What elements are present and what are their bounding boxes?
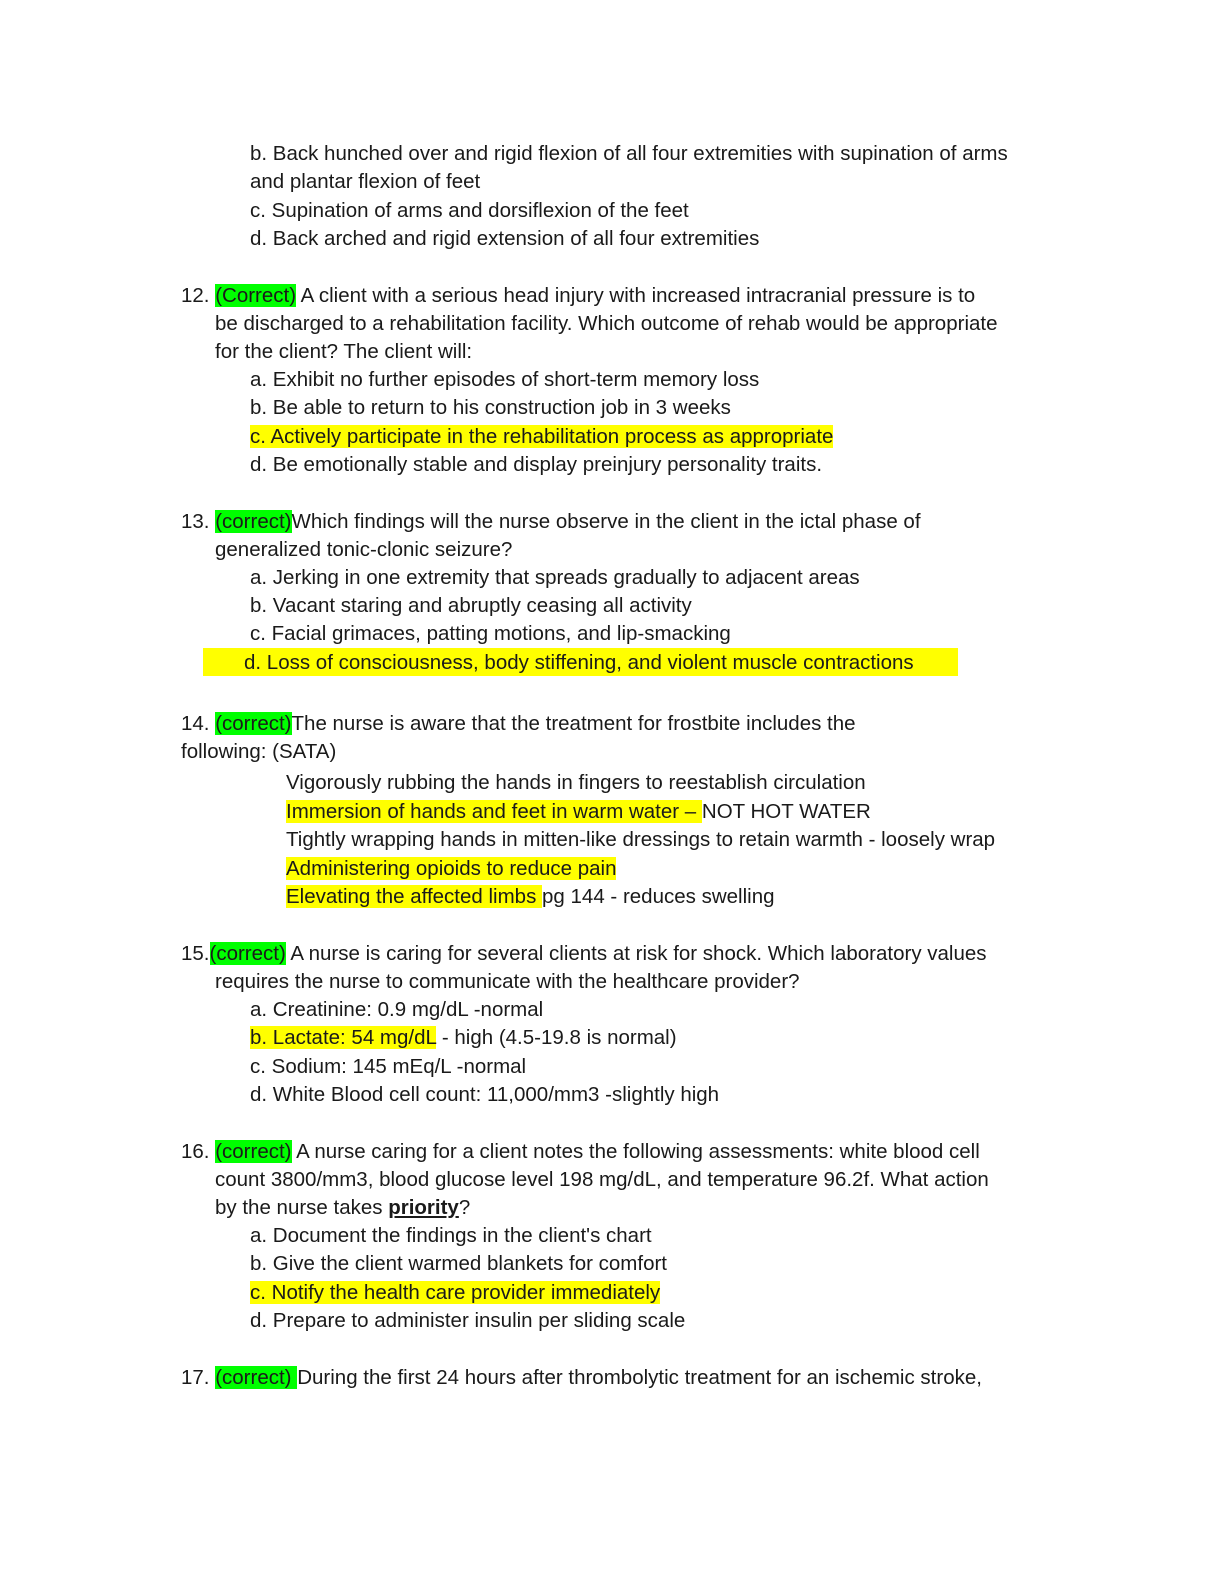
q14-stem-text: The nurse is aware that the treatment for frostbite includes the	[291, 712, 856, 735]
q15-option-c: c. Sodium: 145 mEq/L -normal	[250, 1055, 527, 1078]
q14-option-2	[286, 799, 871, 825]
q16-answer-highlight: c. Notify the health care provider immediately	[250, 1281, 661, 1304]
q14-option-4	[286, 856, 616, 882]
q15-answer-highlight: b. Lactate: 54 mg/dL	[250, 1026, 437, 1049]
q16-option-b: b. Give the client warmed blankets for comfort	[250, 1252, 668, 1275]
q15-option-b	[250, 1025, 677, 1051]
q13-stem-line2: generalized tonic-clonic seizure?	[215, 538, 513, 561]
q14-number: 14.	[181, 712, 210, 735]
q16-number: 16.	[181, 1140, 210, 1163]
q12-option-d: d. Be emotionally stable and display preinjury personality traits.	[250, 453, 823, 476]
q13-option-a: a. Jerking in one extremity that spreads gradually to adjacent areas	[250, 566, 860, 589]
q12-option-b: b. Be able to return to his construction job in 3 weeks	[250, 396, 731, 419]
q13-option-c: c. Facial grimaces, patting motions, and lip-smacking	[250, 622, 731, 645]
q16-stem-text: A nurse caring for a client notes the following assessments: white blood cell	[291, 1140, 980, 1163]
q14-option-2-note: NOT HOT WATER	[701, 800, 871, 823]
q11-option-b-line1: b. Back hunched over and rigid flexion of all four extremities with supination of arms	[250, 142, 1008, 165]
q11-option-c: c. Supination of arms and dorsiflexion of the feet	[250, 199, 689, 222]
q17-correct-tag: (correct)	[215, 1366, 298, 1389]
q15-option-b-note: - high (4.5-19.8 is normal)	[436, 1026, 677, 1049]
q16-option-c	[250, 1280, 660, 1306]
q12-stem-line1	[181, 283, 975, 309]
q13-stem-line1	[181, 509, 921, 535]
q14-option-3: Tightly wrapping hands in mitten-like dressings to retain warmth - loosely wrap	[286, 828, 996, 851]
q15-option-d: d. White Blood cell count: 11,000/mm3 -slightly high	[250, 1083, 720, 1106]
q16-stem-line3-post: ?	[458, 1196, 471, 1219]
q17-stem-line1	[181, 1365, 982, 1391]
q14-stem-line1	[181, 711, 856, 737]
q14-correct-tag: (correct)	[215, 712, 292, 735]
q16-stem-line1	[181, 1139, 980, 1165]
q16-priority-emphasis: priority	[388, 1196, 459, 1219]
q14-option-1: Vigorously rubbing the hands in fingers to reestablish circulation	[286, 771, 866, 794]
q15-stem-line1	[181, 941, 987, 967]
q13-correct-tag: (correct)	[215, 510, 292, 533]
q17-stem-text: During the first 24 hours after thrombolytic treatment for an ischemic stroke,	[297, 1366, 982, 1389]
q17-number: 17.	[181, 1366, 210, 1389]
q12-stem-text: A client with a serious head injury with increased intracranial pressure is to	[296, 284, 976, 307]
q16-stem-line3	[215, 1195, 470, 1221]
q16-stem-line2: count 3800/mm3, blood glucose level 198 mg/dL, and temperature 96.2f. What action	[215, 1168, 989, 1191]
q15-stem-line2: requires the nurse to communicate with the healthcare provider?	[215, 970, 800, 993]
q12-answer-highlight: c. Actively participate in the rehabilitation process as appropriate	[250, 425, 834, 448]
q12-stem-line2: be discharged to a rehabilitation facility. Which outcome of rehab would be appropriate	[215, 312, 998, 335]
q16-correct-tag: (correct)	[215, 1140, 292, 1163]
q14-option-5	[286, 884, 775, 910]
q11-option-b-line2: and plantar flexion of feet	[250, 170, 481, 193]
q12-number: 12.	[181, 284, 210, 307]
q12-option-c	[250, 424, 833, 450]
q13-number: 13.	[181, 510, 210, 533]
q15-option-a: a. Creatinine: 0.9 mg/dL -normal	[250, 998, 544, 1021]
q11-option-d: d. Back arched and rigid extension of all four extremities	[250, 227, 760, 250]
q14-option-5-note: pg 144 - reduces swelling	[542, 885, 775, 908]
q15-number: 15.	[181, 942, 210, 965]
q14-stem-line2: following: (SATA)	[181, 740, 337, 763]
q12-option-a: a. Exhibit no further episodes of short-term memory loss	[250, 368, 760, 391]
q13-option-d: d. Loss of consciousness, body stiffening, and violent muscle contractions	[244, 651, 914, 674]
q14-option-4-highlight: Administering opioids to reduce pain	[286, 857, 617, 880]
q12-stem-line3: for the client? The client will:	[215, 340, 473, 363]
q16-option-d: d. Prepare to administer insulin per sliding scale	[250, 1309, 686, 1332]
q13-stem-text: Which findings will the nurse observe in the client in the ictal phase of	[291, 510, 921, 533]
q14-option-2-highlight: Immersion of hands and feet in warm water –	[286, 800, 702, 823]
q14-option-5-highlight: Elevating the affected limbs	[286, 885, 543, 908]
q16-stem-line3-pre: by the nurse takes	[215, 1196, 389, 1219]
q15-stem-text: A nurse is caring for several clients at risk for shock. Which laboratory values	[285, 942, 987, 965]
q13-option-b: b. Vacant staring and abruptly ceasing all activity	[250, 594, 692, 617]
q16-option-a: a. Document the findings in the client's chart	[250, 1224, 652, 1247]
q15-correct-tag: (correct)	[209, 942, 286, 965]
q12-correct-tag: (Correct)	[215, 284, 297, 307]
